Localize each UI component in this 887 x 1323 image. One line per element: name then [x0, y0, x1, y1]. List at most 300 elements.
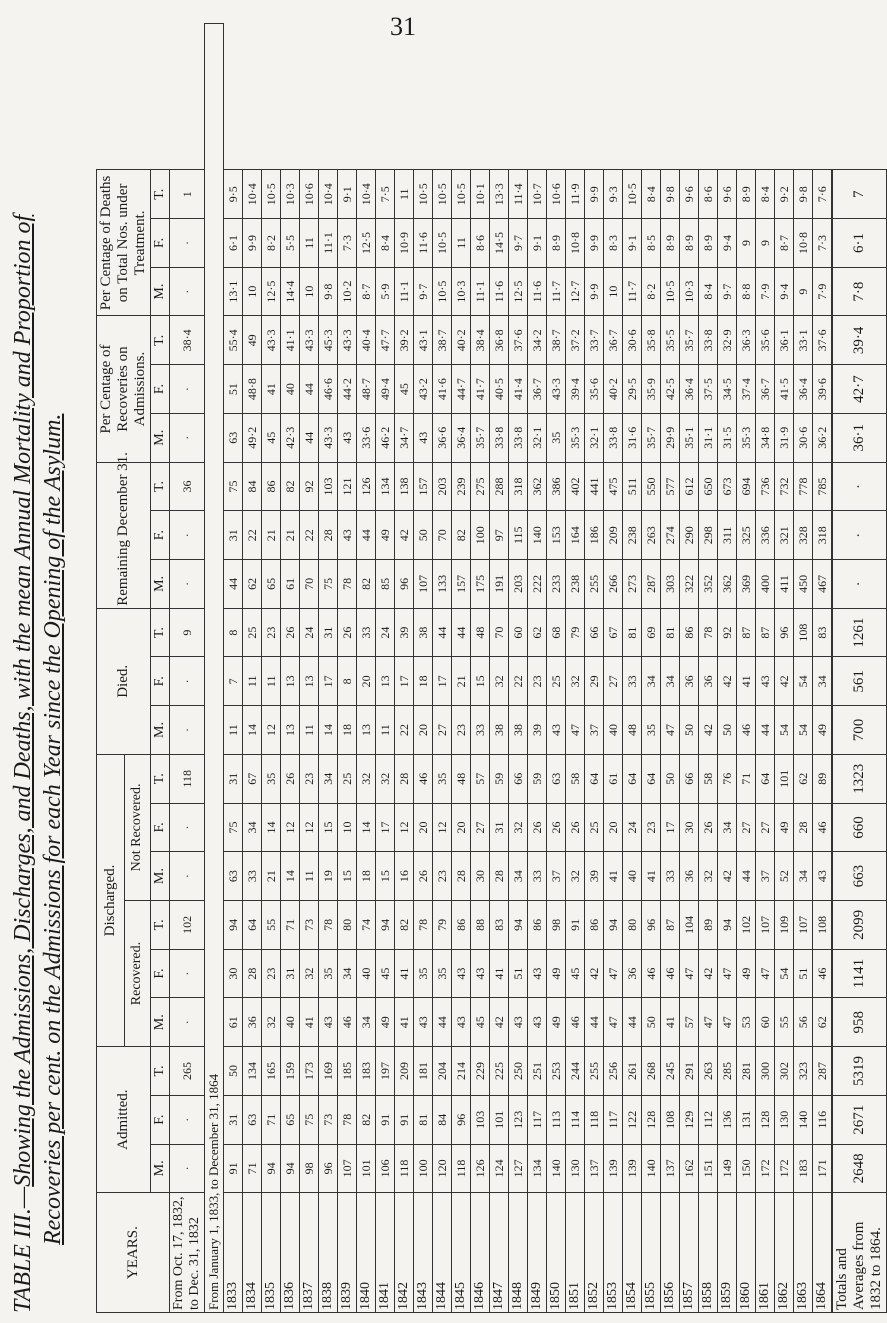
nr-m-subheader: M. [151, 852, 170, 901]
rec-m-cell: 43 [319, 998, 338, 1047]
rec-m-cell: 43 [528, 998, 547, 1047]
rp-f-cell: 43·3 [547, 365, 566, 414]
rem-f-cell: 21 [281, 511, 300, 560]
rec-f-cell: 43 [471, 949, 490, 998]
rem-f-cell: 50 [414, 511, 433, 560]
rp-f-cell: 41 [262, 365, 281, 414]
rp-m-cell: 35·3 [566, 413, 585, 462]
rem-f-cell: 21 [262, 511, 281, 560]
rp-f-cell: 44·2 [338, 365, 357, 414]
died-f-cell: 42 [775, 657, 794, 706]
rp-t-cell: 36·1 [775, 316, 794, 365]
died-m-cell: 49 [813, 706, 833, 755]
died-m-cell: 18 [338, 706, 357, 755]
dp-t-cell: 8·4 [756, 170, 775, 219]
rp-t-cell: 40·2 [452, 316, 471, 365]
adm-t-cell: 209 [395, 1047, 414, 1096]
rem-m-cell: 450 [794, 560, 813, 609]
nr-m-cell: 30 [471, 852, 490, 901]
nr-m-cell: 34 [794, 852, 813, 901]
rec-f-cell: 47 [718, 949, 737, 998]
nr-t-cell: 50 [661, 754, 680, 803]
rec-m-cell: 41 [300, 998, 319, 1047]
total-adm-t: 5319 [832, 1047, 887, 1096]
nr-m-cell: 39 [585, 852, 604, 901]
table-row [756, 24, 775, 1313]
rp-t-cell: 39·2 [395, 316, 414, 365]
rem-m-cell: 44 [224, 560, 243, 609]
adm-f-cell: 130 [775, 1095, 794, 1144]
nr-m-cell: 52 [775, 852, 794, 901]
nr-m-cell: 37 [547, 852, 566, 901]
rem-t-cell: 402 [566, 462, 585, 511]
dp-f-cell: 10·8 [566, 219, 585, 268]
rem-f-cell: 274 [661, 511, 680, 560]
rec-t-cell: 89 [699, 901, 718, 950]
died-m-cell: 38 [509, 706, 528, 755]
died-t-cell: 23 [262, 608, 281, 657]
nr-f-cell: 12 [300, 803, 319, 852]
rp-m-cell: 35·7 [471, 413, 490, 462]
nr-f-cell: 27 [471, 803, 490, 852]
rem-t-cell: 138 [395, 462, 414, 511]
died-f-cell: 23 [528, 657, 547, 706]
rp-f-cell: 41·5 [775, 365, 794, 414]
adm-f-cell: 75 [300, 1095, 319, 1144]
rec-f-cell: 42 [585, 949, 604, 998]
dp-t-cell: 10·5 [414, 170, 433, 219]
adm-f-cell: 82 [357, 1095, 376, 1144]
dp-f-cell: 14·5 [490, 219, 509, 268]
rem-t-cell: 778 [794, 462, 813, 511]
rem-f-cell: 82 [452, 511, 471, 560]
nr-t-cell: 23 [300, 754, 319, 803]
dp-t-cell: 9·6 [680, 170, 699, 219]
rem-f-cell: 22 [243, 511, 262, 560]
dp-t-cell: 11·9 [566, 170, 585, 219]
rec-f-cell: 45 [566, 949, 585, 998]
died-f-cell: 22 [509, 657, 528, 706]
dp-t-cell: 9·9 [585, 170, 604, 219]
year-cell: 1845 [452, 1193, 471, 1313]
rp-f-cell: 40 [281, 365, 300, 414]
rec-t-cell: 102 [170, 901, 205, 950]
totals-row [832, 24, 887, 1313]
died-m-cell: 43 [547, 706, 566, 755]
died-f-cell: 13 [376, 657, 395, 706]
rec-t-cell: 87 [661, 901, 680, 950]
adm-t-cell: 300 [756, 1047, 775, 1096]
dp-t-subheader: T. [151, 170, 170, 219]
adm-t-cell: 197 [376, 1047, 395, 1096]
rec-f-cell: 47 [680, 949, 699, 998]
rem-m-cell: 322 [680, 560, 699, 609]
died-m-cell: 33 [471, 706, 490, 755]
rp-m-cell: 63 [224, 413, 243, 462]
rem-t-cell: 673 [718, 462, 737, 511]
rem-t-cell: 82 [281, 462, 300, 511]
died-t-cell: 96 [775, 608, 794, 657]
nr-f-cell: 20 [604, 803, 623, 852]
year-group-row [205, 24, 224, 1313]
rec-t-cell: 83 [490, 901, 509, 950]
adm-m-cell: 127 [509, 1144, 528, 1193]
rec-m-cell: 49 [547, 998, 566, 1047]
rec-t-subheader: T. [151, 901, 170, 950]
rec-f-cell: 23 [262, 949, 281, 998]
nr-t-cell: 32 [376, 754, 395, 803]
died-t-cell: 9 [170, 608, 205, 657]
rem-m-cell: 157 [452, 560, 471, 609]
nr-t-cell: 59 [528, 754, 547, 803]
total-rec-m: 958 [832, 998, 887, 1047]
rp-m-cell: 32·1 [528, 413, 547, 462]
adm-t-cell: 185 [338, 1047, 357, 1096]
died-m-cell: 35 [642, 706, 661, 755]
died-t-cell: 39 [395, 608, 414, 657]
rec-f-cell: 47 [756, 949, 775, 998]
nr-t-cell: 58 [699, 754, 718, 803]
nr-m-cell: 15 [338, 852, 357, 901]
adm-f-cell: 129 [680, 1095, 699, 1144]
rem-m-cell: 467 [813, 560, 833, 609]
adm-t-cell: 256 [604, 1047, 623, 1096]
dp-m-cell: 7·9 [813, 267, 833, 316]
died-t-cell: 108 [794, 608, 813, 657]
died-t-cell: 44 [433, 608, 452, 657]
dp-t-cell: 9·6 [718, 170, 737, 219]
dp-f-cell: · [170, 219, 205, 268]
died-m-cell: 47 [566, 706, 585, 755]
rem-m-cell: 369 [737, 560, 756, 609]
nr-t-cell: 35 [262, 754, 281, 803]
died-m-cell: 54 [794, 706, 813, 755]
rp-t-cell: 33·1 [794, 316, 813, 365]
table-row [528, 24, 547, 1313]
dp-t-cell: 10·3 [281, 170, 300, 219]
nr-m-cell: 33 [243, 852, 262, 901]
dp-m-cell: 9·9 [585, 267, 604, 316]
rec-m-cell: 57 [680, 998, 699, 1047]
died-t-cell: 87 [756, 608, 775, 657]
dp-f-cell: 9·1 [528, 219, 547, 268]
nr-m-cell: 16 [395, 852, 414, 901]
rp-f-cell: 41·6 [433, 365, 452, 414]
died-f-cell: 36 [680, 657, 699, 706]
dp-f-cell: 9·9 [243, 219, 262, 268]
rp-t-cell: 30·6 [623, 316, 642, 365]
year-cell: 1848 [509, 1193, 528, 1313]
dp-f-cell: 9·7 [509, 219, 528, 268]
adm-f-cell: 81 [414, 1095, 433, 1144]
nr-m-cell: 28 [490, 852, 509, 901]
rem-f-subheader: F. [151, 511, 170, 560]
nr-f-cell: 26 [699, 803, 718, 852]
adm-m-cell: 139 [604, 1144, 623, 1193]
dp-t-cell: 10·1 [471, 170, 490, 219]
rec-t-cell: 73 [300, 901, 319, 950]
adm-f-cell: 71 [262, 1095, 281, 1144]
dp-t-cell: 10·5 [433, 170, 452, 219]
nr-f-cell: 14 [357, 803, 376, 852]
nr-t-cell: 66 [680, 754, 699, 803]
died-t-cell: 81 [661, 608, 680, 657]
year-cell: 1854 [623, 1193, 642, 1313]
years-header: YEARS. [97, 1193, 170, 1313]
adm-f-cell: 96 [452, 1095, 471, 1144]
rem-t-cell: 121 [338, 462, 357, 511]
table-row [642, 24, 661, 1313]
rem-t-cell: 694 [737, 462, 756, 511]
died-m-cell: 27 [433, 706, 452, 755]
rec-f-cell: 49 [547, 949, 566, 998]
rec-f-cell: 32 [300, 949, 319, 998]
adm-t-cell: 261 [623, 1047, 642, 1096]
adm-f-cell: 101 [490, 1095, 509, 1144]
nr-f-cell: 12 [281, 803, 300, 852]
nr-m-cell: 11 [300, 852, 319, 901]
rp-f-cell: 40·5 [490, 365, 509, 414]
nr-t-cell: 101 [775, 754, 794, 803]
rem-t-cell: 475 [604, 462, 623, 511]
rem-t-cell: 732 [775, 462, 794, 511]
nr-m-cell: 21 [262, 852, 281, 901]
dp-f-cell: 7·3 [338, 219, 357, 268]
dp-m-cell: 10 [243, 267, 262, 316]
nr-t-cell: 34 [319, 754, 338, 803]
adm-m-cell: 150 [737, 1144, 756, 1193]
dp-t-cell: 9·2 [775, 170, 794, 219]
adm-t-cell: 165 [262, 1047, 281, 1096]
died-f-cell: 41 [737, 657, 756, 706]
died-m-cell: 50 [680, 706, 699, 755]
rec-f-cell: 41 [490, 949, 509, 998]
rp-m-cell: 33·8 [509, 413, 528, 462]
rp-t-cell: 47·7 [376, 316, 395, 365]
rp-f-cell: 40·2 [604, 365, 623, 414]
rem-m-cell: 175 [471, 560, 490, 609]
rp-t-cell: 49 [243, 316, 262, 365]
rp-t-cell: 43·3 [338, 316, 357, 365]
rp-m-cell: 36·4 [452, 413, 471, 462]
died-t-cell: 83 [813, 608, 833, 657]
rec-m-cell: 46 [566, 998, 585, 1047]
died-m-cell: 37 [585, 706, 604, 755]
adm-t-cell: 263 [699, 1047, 718, 1096]
adm-t-cell: 169 [319, 1047, 338, 1096]
rec-f-cell: 34 [338, 949, 357, 998]
died-f-cell: 21 [452, 657, 471, 706]
dp-m-cell: 11·6 [528, 267, 547, 316]
rp-f-cell: 36·7 [528, 365, 547, 414]
year-cell: 1850 [547, 1193, 566, 1313]
nr-t-cell: 25 [338, 754, 357, 803]
nr-m-cell: 18 [357, 852, 376, 901]
table-row [395, 24, 414, 1313]
died-m-cell: 11 [224, 706, 243, 755]
nr-m-cell: 32 [566, 852, 585, 901]
rem-t-cell: 441 [585, 462, 604, 511]
adm-t-cell: 214 [452, 1047, 471, 1096]
rp-t-cell: 33·8 [699, 316, 718, 365]
total-dp-m: 7·8 [832, 267, 887, 316]
died-f-cell: 34 [813, 657, 833, 706]
rec-f-subheader: F. [151, 949, 170, 998]
rp-t-cell: 40·4 [357, 316, 376, 365]
table-row [623, 24, 642, 1313]
rec-t-cell: 98 [547, 901, 566, 950]
adm-f-cell: 63 [243, 1095, 262, 1144]
rem-m-cell: 400 [756, 560, 775, 609]
adm-f-cell: 91 [395, 1095, 414, 1144]
nr-m-cell: 15 [376, 852, 395, 901]
year-cell: 1860 [737, 1193, 756, 1313]
dp-f-cell: 6·1 [224, 219, 243, 268]
adm-t-cell: 225 [490, 1047, 509, 1096]
dp-f-cell: 8·7 [775, 219, 794, 268]
died-m-cell: 38 [490, 706, 509, 755]
died-f-subheader: F. [151, 657, 170, 706]
dp-f-cell: 9·9 [585, 219, 604, 268]
nr-f-cell: 14 [262, 803, 281, 852]
nr-m-cell: 63 [224, 852, 243, 901]
rec-m-cell: 32 [262, 998, 281, 1047]
adm-m-subheader: M. [151, 1144, 170, 1193]
died-m-cell: 20 [414, 706, 433, 755]
adm-m-cell: 101 [357, 1144, 376, 1193]
died-t-cell: 66 [585, 608, 604, 657]
rec-m-cell: 47 [604, 998, 623, 1047]
rem-f-cell: 238 [623, 511, 642, 560]
rem-m-cell: 411 [775, 560, 794, 609]
total-nr-t: 1323 [832, 754, 887, 803]
table-row [433, 24, 452, 1313]
died-t-cell: 60 [509, 608, 528, 657]
nr-m-cell: · [170, 852, 205, 901]
rec-t-cell: 79 [433, 901, 452, 950]
rp-m-cell: 46·2 [376, 413, 395, 462]
table-row [585, 24, 604, 1313]
rec-m-cell: 42 [490, 998, 509, 1047]
rem-m-cell: 238 [566, 560, 585, 609]
rp-t-cell: 43·3 [300, 316, 319, 365]
rec-t-cell: 94 [604, 901, 623, 950]
died-t-cell: 8 [224, 608, 243, 657]
nr-f-cell: 34 [243, 803, 262, 852]
died-t-cell: 79 [566, 608, 585, 657]
adm-m-cell: 94 [281, 1144, 300, 1193]
adm-m-cell: 137 [661, 1144, 680, 1193]
died-f-cell: 27 [604, 657, 623, 706]
rp-f-cell: 48·8 [243, 365, 262, 414]
total-rp-t: 39·4 [832, 316, 887, 365]
rp-f-subheader: F. [151, 365, 170, 414]
dp-t-cell: 9·8 [794, 170, 813, 219]
dp-t-cell: 7·6 [813, 170, 833, 219]
rp-t-cell: 41·1 [281, 316, 300, 365]
rp-m-cell: 35 [547, 413, 566, 462]
dp-t-cell: 10·7 [528, 170, 547, 219]
rem-f-cell: 328 [794, 511, 813, 560]
table-body [170, 24, 887, 1313]
died-f-cell: 25 [547, 657, 566, 706]
rp-f-cell: 35·6 [585, 365, 604, 414]
rec-f-cell: 51 [794, 949, 813, 998]
rec-m-cell: 49 [376, 998, 395, 1047]
dp-f-cell: 12·5 [357, 219, 376, 268]
nr-f-cell: 20 [452, 803, 471, 852]
died-f-cell: 13 [281, 657, 300, 706]
rem-f-cell: 49 [376, 511, 395, 560]
died-m-cell: 22 [395, 706, 414, 755]
rec-f-cell: 46 [661, 949, 680, 998]
adm-f-cell: 122 [623, 1095, 642, 1144]
total-dp-f: 6·1 [832, 219, 887, 268]
died-m-cell: 54 [775, 706, 794, 755]
nr-f-cell: 34 [718, 803, 737, 852]
nr-f-cell: 15 [319, 803, 338, 852]
rem-f-cell: 318 [813, 511, 833, 560]
adm-t-cell: 173 [300, 1047, 319, 1096]
table-row [414, 24, 433, 1313]
rec-t-cell: 82 [395, 901, 414, 950]
rec-t-cell: 104 [680, 901, 699, 950]
totals-label: Totals and Averages from 1832 to 1864. [832, 1193, 887, 1313]
died-t-cell: 31 [319, 608, 338, 657]
rp-m-cell: 31·9 [775, 413, 794, 462]
nr-t-cell: 61 [604, 754, 623, 803]
nr-m-cell: 23 [433, 852, 452, 901]
rp-m-cell: 43·3 [319, 413, 338, 462]
nr-m-cell: 34 [509, 852, 528, 901]
died-f-cell: 54 [794, 657, 813, 706]
rem-t-cell: 86 [262, 462, 281, 511]
nr-t-cell: 89 [813, 754, 833, 803]
rem-m-cell: 303 [661, 560, 680, 609]
nr-t-cell: 58 [566, 754, 585, 803]
nr-t-cell: 57 [471, 754, 490, 803]
dp-m-cell: 12·5 [509, 267, 528, 316]
dp-t-cell: 10·4 [319, 170, 338, 219]
adm-t-cell: 251 [528, 1047, 547, 1096]
nr-f-cell: 27 [756, 803, 775, 852]
adm-m-cell: 171 [813, 1144, 833, 1193]
rem-t-cell: 134 [376, 462, 395, 511]
rp-f-cell: 45 [395, 365, 414, 414]
year-cell: 1836 [281, 1193, 300, 1313]
dp-f-cell: 11 [452, 219, 471, 268]
adm-m-cell: 107 [338, 1144, 357, 1193]
rec-f-cell: 46 [813, 949, 833, 998]
rem-t-cell: 386 [547, 462, 566, 511]
dp-m-cell: 10·5 [661, 267, 680, 316]
rec-f-cell: 40 [357, 949, 376, 998]
died-m-cell: 47 [661, 706, 680, 755]
died-f-cell: 33 [623, 657, 642, 706]
rem-m-cell: 191 [490, 560, 509, 609]
rp-m-subheader: M. [151, 413, 170, 462]
rp-f-cell: 36·4 [680, 365, 699, 414]
adm-t-cell: 159 [281, 1047, 300, 1096]
rem-t-cell: 577 [661, 462, 680, 511]
adm-m-cell: 151 [699, 1144, 718, 1193]
rem-t-cell: 275 [471, 462, 490, 511]
rec-f-cell: 51 [509, 949, 528, 998]
rem-f-cell: 336 [756, 511, 775, 560]
rec-m-subheader: M. [151, 998, 170, 1047]
year-cell: 1861 [756, 1193, 775, 1313]
adm-m-cell: 118 [395, 1144, 414, 1193]
